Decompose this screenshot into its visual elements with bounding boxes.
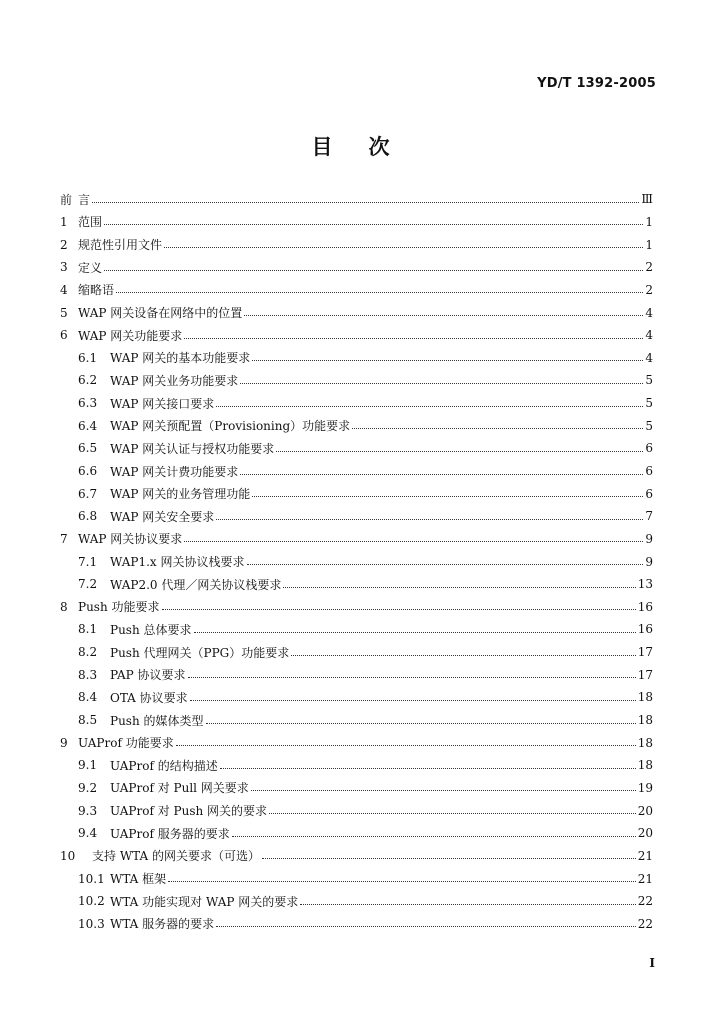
toc-entry-title: UAProf 功能要求	[78, 736, 174, 751]
toc-entry-page: 6	[645, 486, 653, 501]
toc-entry[interactable]	[60, 822, 653, 845]
toc-entry[interactable]	[60, 233, 653, 256]
standard-code: YD/T 1392-2005	[537, 76, 656, 91]
toc-entry-title: 定义	[78, 260, 103, 275]
toc-entry-title: 支持 WTA 的网关要求（可选）	[92, 849, 260, 864]
toc-entry-page: 17	[637, 645, 653, 660]
toc-entry-title: WAP1.x 网关协议栈要求	[110, 555, 245, 570]
toc-entry[interactable]	[60, 754, 653, 777]
toc-entry-page: 1	[645, 237, 653, 252]
toc-entry-title: OTA 协议要求	[110, 690, 188, 705]
toc-entry-title: Push 代理网关（PPG）功能要求	[110, 645, 290, 660]
toc-entry-number: 8.5	[78, 713, 98, 728]
toc-entry[interactable]	[60, 596, 653, 619]
toc-entry-title: UAProf 的结构描述	[110, 758, 218, 773]
page-title-char-2: 次	[368, 135, 390, 159]
toc-leader-dots	[252, 496, 643, 497]
toc-entry[interactable]	[60, 414, 653, 437]
toc-entry-title: WAP 网关计费功能要求	[110, 464, 239, 479]
toc-entry-title: WAP 网关的基本功能要求	[110, 351, 251, 366]
toc-leader-dots	[188, 677, 636, 678]
toc-entry-page: 5	[645, 418, 653, 433]
toc-entry-number: 9.2	[78, 780, 98, 795]
toc-entry[interactable]	[60, 777, 653, 800]
toc-leader-dots	[190, 700, 636, 701]
toc-entry[interactable]	[60, 573, 653, 596]
page-number: I	[649, 956, 655, 970]
toc-entry[interactable]	[60, 211, 653, 234]
toc-entry-title: WAP 网关安全要求	[110, 509, 215, 524]
toc-entry-page: 21	[637, 871, 653, 886]
toc-leader-dots	[252, 360, 643, 361]
toc-entry-page: Ⅲ	[641, 192, 653, 207]
toc-entry-title: 言	[78, 192, 91, 207]
toc-entry-title: WAP 网关协议要求	[78, 532, 183, 547]
toc-entry-number: 9.1	[78, 758, 98, 773]
toc-leader-dots	[194, 632, 636, 633]
toc-leader-dots	[216, 519, 643, 520]
toc-entry-page: 5	[645, 373, 653, 388]
toc-entry-title: 缩略语	[78, 283, 115, 298]
toc-entry[interactable]	[60, 663, 653, 686]
toc-leader-dots	[162, 609, 636, 610]
toc-leader-dots	[184, 541, 643, 542]
toc-entry-page: 21	[637, 848, 653, 863]
toc-entry-number: 10.1	[78, 871, 105, 886]
toc-entry-title: WAP 网关设备在网络中的位置	[78, 306, 243, 321]
toc-entry-number: 7.2	[78, 577, 98, 592]
toc-entry-number: 9.3	[78, 803, 98, 818]
toc-entry[interactable]	[60, 460, 653, 483]
toc-entry-title: WAP 网关业务功能要求	[110, 373, 239, 388]
toc-entry[interactable]	[60, 550, 653, 573]
toc-entry[interactable]	[60, 731, 653, 754]
toc-entry-title: WAP2.0 代理／网关协议栈要求	[110, 577, 282, 592]
toc-entry-title: UAProf 对 Pull 网关要求	[110, 781, 249, 796]
toc-leader-dots	[247, 564, 643, 565]
toc-entry[interactable]	[60, 505, 653, 528]
toc-entry-page: 6	[645, 464, 653, 478]
toc-entry-title: WTA 框架	[110, 872, 167, 887]
toc-entry[interactable]	[60, 845, 653, 868]
toc-entry-number: 6	[60, 328, 68, 343]
toc-entry-number: 8.4	[78, 690, 98, 705]
toc-entry-page: 13	[637, 577, 653, 592]
toc-entry-number: 6.6	[78, 464, 98, 478]
toc-leader-dots	[269, 813, 636, 814]
toc-entry-page: 18	[637, 758, 653, 773]
toc-entry-number: 9.4	[78, 826, 98, 841]
toc-leader-dots	[300, 904, 635, 905]
toc-leader-dots	[283, 587, 635, 588]
toc-leader-dots	[116, 292, 643, 293]
toc-entry-number: 8.3	[78, 667, 98, 682]
toc-entry[interactable]	[60, 301, 653, 324]
toc-entry-page: 4	[645, 328, 653, 343]
toc-leader-dots	[184, 338, 643, 339]
toc-entry-page: 5	[645, 396, 653, 411]
toc-entry[interactable]	[60, 890, 653, 913]
toc-entry-page: 9	[645, 531, 653, 546]
toc-entry[interactable]	[60, 324, 653, 347]
toc-entry-number: 7	[60, 531, 68, 546]
toc-entry[interactable]	[60, 686, 653, 709]
toc-entry-number: 6.7	[78, 486, 98, 501]
toc-leader-dots	[168, 881, 636, 882]
toc-entry-number: 10	[60, 848, 76, 863]
toc-entry[interactable]	[60, 618, 653, 641]
toc-entry-title: UAProf 对 Push 网关的要求	[110, 804, 268, 819]
toc-entry-number: 2	[60, 237, 68, 252]
toc-leader-dots	[176, 745, 636, 746]
toc-entry-number: 6.3	[78, 396, 98, 411]
toc-entry-page: 2	[645, 260, 653, 275]
toc-entry-title: Push 的媒体类型	[110, 713, 204, 728]
toc-leader-dots	[251, 790, 636, 791]
toc-entry-page: 1	[645, 214, 653, 229]
toc-entry-number: 4	[60, 282, 68, 297]
toc-entry-number: 3	[60, 260, 68, 275]
toc-entry-number: 10.3	[78, 916, 105, 931]
toc-entry-page: 20	[637, 803, 653, 818]
toc-entry[interactable]	[60, 528, 653, 551]
toc-entry-number: 7.1	[78, 554, 98, 569]
toc-entry-number: 6.4	[78, 418, 98, 433]
toc-entry-page: 4	[645, 350, 653, 365]
toc-entry[interactable]	[60, 346, 653, 369]
toc-entry-number: 6.1	[78, 350, 98, 365]
toc-entry-title: Push 功能要求	[78, 600, 160, 615]
toc-entry[interactable]	[60, 392, 653, 415]
toc-leader-dots	[104, 270, 643, 271]
toc-entry-title: WAP 网关认证与授权功能要求	[110, 441, 275, 456]
toc-entry-title: WAP 网关功能要求	[78, 328, 183, 343]
toc-entry-number: 1	[60, 214, 68, 229]
toc-entry-title: WAP 网关的业务管理功能	[110, 487, 251, 502]
toc-entry-number: 8.1	[78, 622, 98, 637]
toc-entry-page: 9	[645, 554, 653, 569]
toc-leader-dots	[92, 202, 639, 203]
toc-entry-title: Push 总体要求	[110, 622, 192, 637]
toc-leader-dots	[232, 836, 636, 837]
toc-entry[interactable]	[60, 188, 653, 211]
toc-entry-page: 22	[637, 894, 653, 909]
toc-entry-page: 6	[645, 441, 653, 456]
toc-leader-dots	[206, 723, 636, 724]
toc-entry-number: 8.2	[78, 645, 98, 660]
toc-leader-dots	[240, 474, 643, 475]
toc-leader-dots	[244, 315, 643, 316]
toc-entry-title: 规范性引用文件	[78, 238, 163, 253]
toc-entry-number: 8	[60, 599, 68, 614]
toc-entry-page: 18	[637, 735, 653, 750]
toc-entry-title: UAProf 服务器的要求	[110, 826, 230, 841]
toc-entry-title: WAP 网关接口要求	[110, 396, 215, 411]
toc-entry[interactable]	[60, 482, 653, 505]
toc-entry-title: PAP 协议要求	[110, 668, 186, 683]
toc-entry-number: 6.8	[78, 509, 98, 524]
toc-entry-page: 16	[637, 599, 653, 614]
toc-entry-page: 2	[645, 282, 653, 297]
toc-entry[interactable]	[60, 369, 653, 392]
toc-entry[interactable]	[60, 256, 653, 279]
toc-entry-page: 16	[637, 622, 653, 637]
toc-entry[interactable]	[60, 913, 653, 936]
toc-entry-title: WTA 服务器的要求	[110, 917, 215, 932]
toc-entry[interactable]	[60, 799, 653, 822]
toc-entry-title: WTA 功能实现对 WAP 网关的要求	[110, 894, 299, 909]
toc-entry-page: 4	[645, 305, 653, 320]
toc-leader-dots	[216, 406, 643, 407]
toc-entry-number: 10.2	[78, 894, 105, 909]
toc-entry[interactable]	[60, 867, 653, 890]
toc-entry-title: WAP 网关预配置（Provisioning）功能要求	[110, 419, 351, 434]
toc-entry-page: 18	[637, 690, 653, 705]
toc-entry-number: 6.2	[78, 373, 98, 388]
toc-entry-number: 5	[60, 305, 68, 320]
toc-entry-page: 17	[637, 667, 653, 682]
toc-leader-dots	[291, 655, 635, 656]
toc-entry[interactable]	[60, 279, 653, 302]
toc-entry[interactable]	[60, 437, 653, 460]
toc-leader-dots	[240, 383, 643, 384]
toc-entry-number: 6.5	[78, 441, 98, 456]
table-of-contents	[60, 188, 653, 935]
toc-leader-dots	[220, 768, 636, 769]
toc-leader-dots	[216, 926, 636, 927]
toc-entry[interactable]	[60, 709, 653, 732]
toc-leader-dots	[164, 247, 643, 248]
toc-entry-number: 9	[60, 735, 68, 750]
toc-entry-page: 20	[637, 826, 653, 841]
page-title-char-1: 目	[311, 135, 333, 159]
toc-entry-page: 22	[637, 916, 653, 931]
toc-entry-page: 7	[645, 509, 653, 524]
toc-leader-dots	[104, 224, 643, 225]
toc-entry-number: 前	[60, 192, 73, 207]
toc-entry-page: 18	[637, 713, 653, 728]
page-title	[0, 131, 701, 161]
toc-entry-page: 19	[637, 780, 653, 795]
toc-leader-dots	[352, 428, 643, 429]
toc-leader-dots	[276, 451, 643, 452]
toc-leader-dots	[262, 858, 636, 859]
toc-entry[interactable]	[60, 641, 653, 664]
toc-entry-title: 范围	[78, 215, 103, 230]
